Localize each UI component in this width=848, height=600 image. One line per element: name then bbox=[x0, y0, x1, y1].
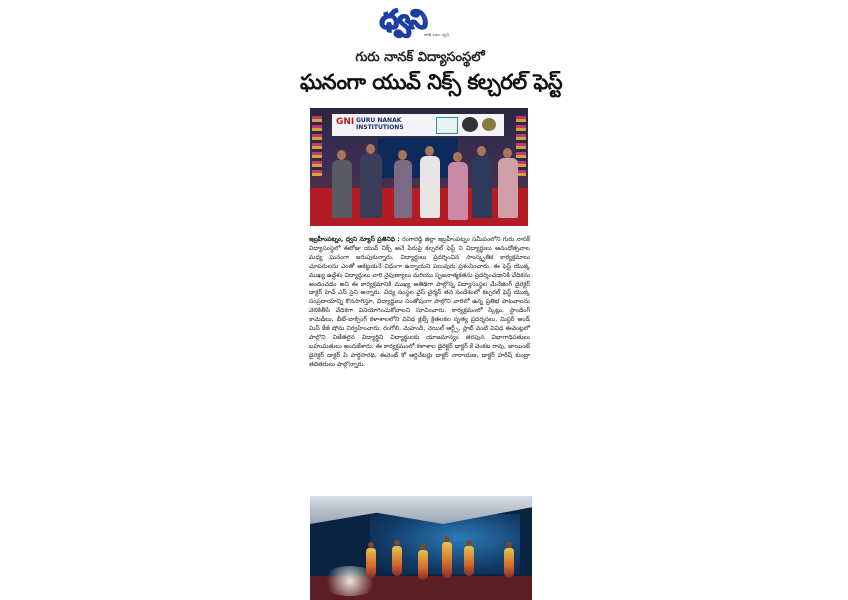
emblem-seal bbox=[482, 118, 496, 131]
accreditation-seal bbox=[436, 117, 458, 134]
guest-figure bbox=[498, 158, 518, 218]
guest-head bbox=[503, 148, 512, 158]
masthead-tagline: జాతి బలం ధ్వని bbox=[424, 32, 450, 37]
guest-head bbox=[366, 144, 375, 154]
dancer-figure bbox=[504, 548, 514, 578]
guest-figure bbox=[360, 154, 382, 218]
guest-head bbox=[337, 150, 346, 160]
guest-head bbox=[398, 150, 407, 160]
guest-figure bbox=[472, 156, 492, 218]
stage-screen bbox=[378, 138, 458, 178]
dancer-figure bbox=[464, 546, 474, 576]
article-headline: ఘనంగా యువ్ నిక్స్ కల్చరల్ ఫెస్ట్ bbox=[300, 70, 563, 94]
institution-banner bbox=[332, 114, 504, 136]
emblem-seal bbox=[462, 117, 478, 132]
article-kicker: గురు నానక్ విద్యాసంస్థలో bbox=[355, 50, 485, 65]
event-stage-photo bbox=[310, 108, 528, 226]
dancer-figure bbox=[366, 548, 376, 578]
stage-lights-left bbox=[312, 116, 322, 176]
dancer-figure bbox=[392, 546, 402, 576]
article-body bbox=[309, 236, 530, 370]
newspaper-masthead bbox=[380, 6, 464, 42]
guest-head bbox=[477, 146, 486, 156]
cultural-dance-photo bbox=[310, 496, 532, 600]
guest-figure bbox=[394, 160, 412, 218]
newspaper-logo: ధ్వని bbox=[380, 5, 427, 35]
guest-figure bbox=[420, 156, 440, 218]
guest-figure bbox=[448, 162, 468, 220]
guest-head bbox=[425, 146, 434, 156]
dancer-figure bbox=[442, 542, 452, 578]
guest-figure bbox=[332, 160, 352, 218]
banner-logo: GNI bbox=[336, 117, 355, 127]
guest-head bbox=[453, 152, 462, 162]
article-dateline: ఇబ్రహీంపట్నం, ధ్వని న్యూస్ ప్రతినిధి : bbox=[309, 236, 400, 243]
banner-institution-name: GURU NANAK INSTITUTIONS bbox=[356, 117, 404, 131]
article-text: రంగారెడ్డి జిల్లా ఇబ్రహీంపట్నం సమీపంలోని గురు నానక్ విద్యాసంస్థలో ఈరోజు యువ్ నిక్స్ అనే పేరుపై కల్చరల్ ఫెస్ట్ ని విద్యార్థులు ఆనందోత్సవాల మధ్య ఘనంగా జరుపుకున్నారు. విద్యార్థులు ప్రదర్శించిన సాంస్కృతిక కార్యక్రమాలు చూపరులను ఎంతో ఆకట్టుకునే విధంగా ఉన్నాయని పలువురు ప్రశంసించారు. ఈ ఫెస్ట్ యొక్క ముఖ్య ఉద్దేశం విద్యార్థులు వారి నైపుణ్యాలు మరియు సృజనాత్మకతను ప్రదర్శించడానికి వేదికను అందించడం అని ఈ కార్యక్రమానికి ముఖ్య అతిథిగా పాల్గొన్న విద్యాసంస్థల మేనేజింగ్ డైరెక్టర్ డాక్టర్ హెచ్ ఎస్ సైని అన్నారు. విద్య సంస్థల వైస్ చైర్మన్ తన సందేశంలో కల్చరల్ ఫెస్ట్ యొక్క సంప్రదాయాన్ని కొనసాగిస్తూ, విద్యార్థులు సంతోషంగా పాల్గొని వారిలో ఉన్న ప్రతిభ పాటవాలను వెలికితీసే వేదికగా వినియోగించుకోవాలని సూచించారు. కార్యక్రమంలో స్కిట్లు, స్టాండింగ్ కామెడీలు, బీట్-బాక్సింగ్ కళాశాలలోని వివిధ క్లబ్స్ క్రితలకల నృత్య ప్రదర్శనలు, మిస్టర్ అండ్ మిస్ కేజీ షోను నిర్వహించారు. రంగోలి, మెహందీ, నెయిల్ ఆర్ట్స్, స్లాట్ వంటి వివిధ ఈవెంట్లలో పాల్గొని విజేతలైన విద్యార్థిని విద్యార్థులకు యాజమాన్యం తరపున విభాగాధిపతులు బహుమతులు అందజేశారు. ఈ కార్యక్రమంలో కళాశాల డైరెక్టర్ డాక్టర్ కే వెంకట రావు, జాయింట్ డైరెక్టర్ డాక్టర్ పి పార్థసారథి, ఈవెంట్ కో ఆర్డినేటర్లు డాక్టర్ నారాయణ, డాక్టర్ హరీష్ కుంద్రా తదితరులు పాల్గొన్నారు. bbox=[309, 236, 531, 368]
dancer-figure bbox=[418, 550, 428, 580]
